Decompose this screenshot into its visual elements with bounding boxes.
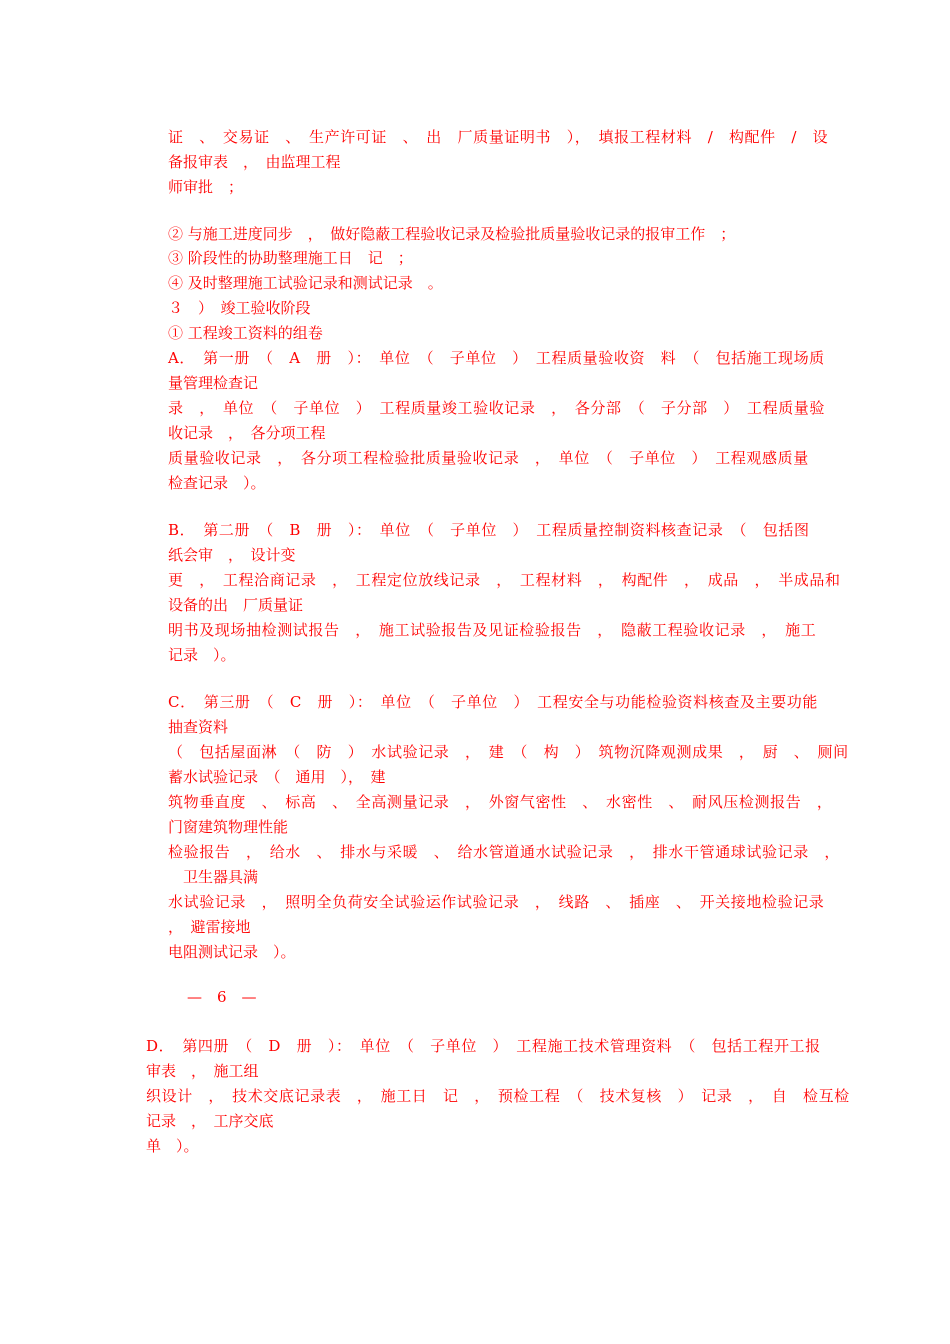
text-line: ④ 及时整理施工试验记录和测试记录 。 [168,274,443,292]
text-line: 织设计 ， 技术交底记录表 ， 施工日 记 ， 预检工程 （ 技术复核 ） 记录 ， 自 检互检 [146,1087,850,1105]
text-line: 明书及现场抽检测试报告 ， 施工试验报告及见证检验报告 ， 隐蔽工程验收记录 ， 施工 [168,621,817,639]
text-line: 备报审表 ， 由监理工程 [168,153,341,171]
text-line: 记录 ）。 [168,646,236,664]
text-line: 设备的出 厂质量证 [168,596,304,614]
text-line: ③ 阶段性的协助整理施工日 记 ； [168,249,413,267]
text-line: ① 工程竣工资料的组卷 [168,324,323,342]
text-line: 更 ， 工程洽商记录 ， 工程定位放线记录 ， 工程材料 ， 构配件 ， 成品 ， 半成品和 [168,571,841,589]
text-line: （ 包括屋面淋 （ 防 ） 水试验记录 ， 建 （ 构 ） 筑物沉降观测成果 ， 厨 、 厕间 [168,743,849,761]
text-line: 师审批 ； [168,178,244,196]
text-line: ② 与施工进度同步 ， 做好隐蔽工程验收记录及检验批质量验收记录的报审工作 ； [168,225,736,243]
text-line: 筑物垂直度 、 标高 、 全高测量记录 ， 外窗气密性 、 水密性 、 耐风压检测报告 ， [168,793,833,811]
text-line: 检查记录 ）。 [168,474,266,492]
text-line: ， 避雷接地 [168,918,251,936]
text-line: 量管理检查记 [168,374,259,392]
text-line: ３ ） 竣工验收阶段 [168,299,311,317]
text-line: 证 、 交易证 、 生产许可证 、 出 厂质量证明书 ）， 填报工程材料 / 构配件 / 设 [168,128,829,146]
text-line: 水试验记录 ， 照明全负荷安全试验运作试验记录 ， 线路 、 插座 、 开关接地检验记录 [168,893,825,911]
text-line: 抽查资料 [168,718,229,736]
text-line: 卫生器具满 [168,868,259,886]
text-line: 收记录 ， 各分项工程 [168,424,326,442]
text-line: 蓄水试验记录 （ 通用 ）， 建 [168,768,386,786]
text-line: 单 ）。 [146,1137,199,1155]
text-line: 纸会审 ， 设计变 [168,546,296,564]
text-line: 审表 ， 施工组 [146,1062,259,1080]
text-line: 记录 ， 工序交底 [146,1112,274,1130]
text-line: B． 第二册 （ B 册 ）： 单位 （ 子单位 ） 工程质量控制资料核查记录 （ 包括图 [168,521,810,539]
text-line: D． 第四册 （ D 册 ）： 单位 （ 子单位 ） 工程施工技术管理资料 （ 包括工程开工报 [146,1037,821,1055]
text-line: 质量验收记录 ， 各分项工程检验批质量验收记录 ， 单位 （ 子单位 ） 工程观感质量 [168,449,809,467]
text-line: C． 第三册 （ C 册 ）： 单位 （ 子单位 ） 工程安全与功能检验资料核查及主要功能 [168,693,818,711]
text-line: A． 第一册 （ A 册 ）： 单位 （ 子单位 ） 工程质量验收资 料 （ 包括施工现场质 [168,349,825,367]
text-line: 门窗建筑物理性能 [168,818,289,836]
text-line: 检验报告 ， 给水 、 排水与采暖 、 给水管道通水试验记录 ， 排水干管通球试验记录 ， [168,843,841,861]
text-line: 电阻测试记录 ）。 [168,943,296,961]
page-number: — 6 — [187,988,257,1006]
text-line: 录 ， 单位 （ 子单位 ） 工程质量竣工验收记录 ， 各分部 （ 子分部 ） 工程质量验 [168,399,826,417]
